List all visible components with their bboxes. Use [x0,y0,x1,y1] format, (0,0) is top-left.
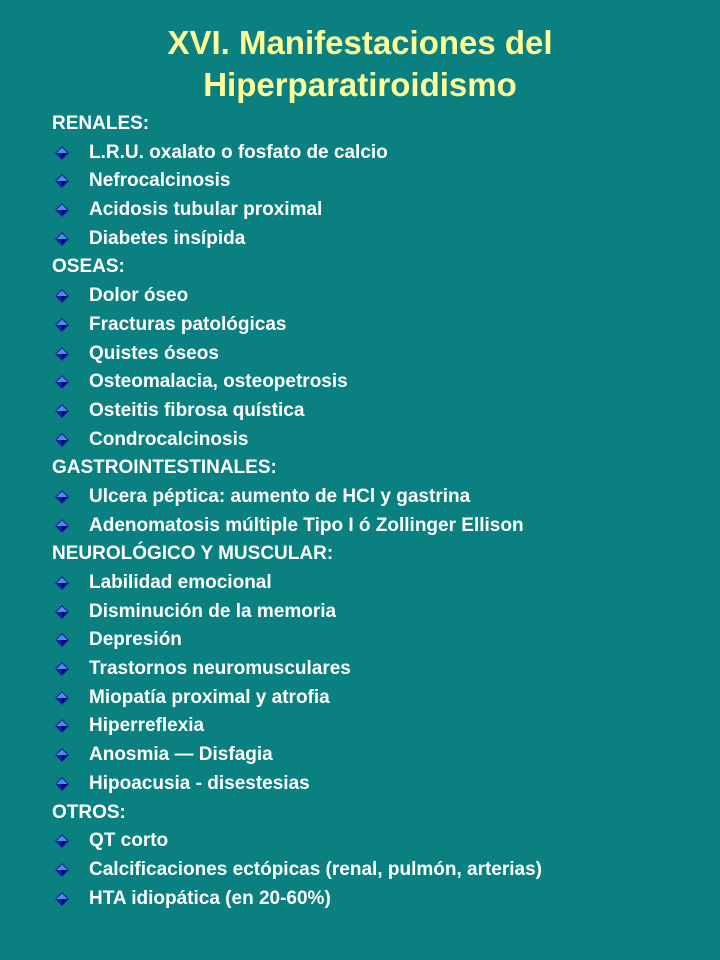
list-item-text: Diabetes insípida [89,227,246,249]
diamond-icon [55,748,69,762]
list-item [52,741,712,770]
list-item-text: Quistes óseos [89,342,219,364]
list-item [52,483,712,512]
list-item-text: Calcificaciones ectópicas (renal, pulmón, arterias) [89,858,542,880]
list-item [52,397,712,426]
diamond-icon [55,834,69,848]
diamond-icon [55,633,69,647]
list-item-text: Dolor óseo [89,285,189,307]
list-item-text: Miopatía proximal y atrofia [89,686,330,708]
diamond-icon [55,347,69,361]
diamond-icon [55,662,69,676]
section-heading: NEUROLÓGICO Y MUSCULAR: [52,543,334,565]
list-item [52,684,712,713]
diamond-icon [55,404,69,418]
list-item-text: L.R.U. oxalato o fosfato de calcio [89,141,388,163]
list-item-text: Hipoacusia - disestesias [89,772,310,794]
list-item [52,340,712,369]
list-item-text: Adenomatosis múltiple Tipo I ó Zollinger Ellison [89,514,524,536]
list-item [52,712,712,741]
list-item-text: Depresión [89,629,182,651]
slide-title [0,22,720,106]
diamond-icon [55,174,69,188]
list-item-text: Trastornos neuromusculares [89,658,351,680]
list-item [52,426,712,455]
list-item-text: Hiperreflexia [89,715,205,737]
title-line-1: XVI. Manifestaciones del [167,24,553,61]
list-item-text: Condrocalcinosis [89,428,249,450]
list-item [52,827,712,856]
list-item-text: HTA idiopática (en 20-60%) [89,887,331,909]
list-item-text: Nefrocalcinosis [89,170,231,192]
list-item [52,196,712,225]
list-item [52,598,712,627]
list-item [52,139,712,168]
list-item-text: Anosmia — Disfagia [89,744,273,766]
list-item [52,368,712,397]
list-item [52,770,712,799]
list-item [52,282,712,311]
list-item [52,512,712,541]
diamond-icon [55,719,69,733]
diamond-icon [55,892,69,906]
list-item-text: Osteomalacia, osteopetrosis [89,371,348,393]
list-item [52,225,712,254]
section-heading: GASTROINTESTINALES: [52,457,277,479]
section-heading: RENALES: [52,113,150,134]
diamond-icon [55,289,69,303]
list-item [52,569,712,598]
diamond-icon [55,490,69,504]
manifestations-list [52,110,712,913]
list-item-text: Acidosis tubular proximal [89,199,323,221]
diamond-icon [55,146,69,160]
diamond-icon [55,576,69,590]
diamond-icon [55,519,69,533]
section-heading: OSEAS: [52,256,125,278]
list-item [52,626,712,655]
list-item [52,655,712,684]
list-item-text: Osteitis fibrosa quística [89,399,305,421]
title-line-2: Hiperparatiroidismo [203,66,517,103]
diamond-icon [55,777,69,791]
diamond-icon [55,691,69,705]
section-heading: OTROS: [52,801,126,823]
diamond-icon [55,605,69,619]
diamond-icon [55,232,69,246]
diamond-icon [55,318,69,332]
list-item [52,311,712,340]
list-item [52,885,712,914]
list-item [52,167,712,196]
diamond-icon [55,863,69,877]
list-item-text: Fracturas patológicas [89,313,287,335]
diamond-icon [55,375,69,389]
list-item-text: Ulcera péptica: aumento de HCl y gastrina [89,485,471,507]
diamond-icon [55,433,69,447]
list-item [52,856,712,885]
diamond-icon [55,203,69,217]
list-item-text: QT corto [89,830,169,852]
list-item-text: Disminución de la memoria [89,600,337,622]
list-item-text: Labilidad emocional [89,572,272,593]
